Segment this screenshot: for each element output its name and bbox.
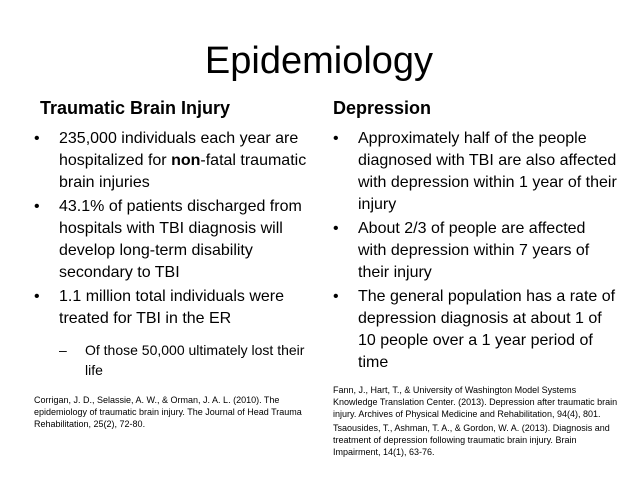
depression-column bbox=[333, 96, 618, 460]
tbi-bullet-hospitalized bbox=[34, 128, 314, 194]
depression-reference-fann: Fann, J., Hart, T., & University of Washington Model Systems Knowledge Translation Center. (2013). Depression after traumatic brain injury. Archives of Physical Medicine and Rehabilitation, 94(4), 801. bbox=[333, 385, 618, 419]
tbi-sub-list bbox=[59, 340, 314, 380]
depression-references bbox=[333, 384, 618, 458]
tbi-references bbox=[34, 394, 314, 430]
tbi-bullet-er bbox=[34, 286, 314, 380]
depression-bullet-half: • Approximately half of the people diagnosed with TBI are also affected with depression within 1 year of their injury bbox=[333, 128, 618, 216]
tbi-bullet-disability: • 43.1% of patients discharged from hospitals with TBI diagnosis will develop long-term disability secondary to TBI bbox=[34, 196, 314, 284]
tbi-bullet-er-text: 1.1 million total individuals were treated for TBI in the ER bbox=[59, 288, 284, 327]
slide-title: Epidemiology bbox=[204, 40, 434, 82]
tbi-column bbox=[34, 96, 314, 432]
tbi-subbullet-deaths: – Of those 50,000 ultimately lost their life bbox=[59, 340, 314, 380]
depression-heading: Depression bbox=[333, 98, 432, 118]
tbi-bullet-hospitalized-text-end: -fatal traumatic brain injuries bbox=[59, 152, 307, 191]
depression-bullet-general-rate: • The general population has a rate of depression diagnosis at about 1 of 10 people over a 1 year period of time bbox=[333, 286, 618, 374]
tbi-bullet-list bbox=[34, 128, 314, 380]
depression-bullet-two-thirds: • About 2/3 of people are affected with depression within 7 years of their injury bbox=[333, 218, 618, 284]
tbi-bullet-hospitalized-emphasis: non bbox=[171, 152, 201, 169]
tbi-reference: Corrigan, J. D., Selassie, A. W., & Orman, J. A. L. (2010). The epidemiology of traumatic brain injury. The Journal of Head Trauma Rehabilitation, 25(2), 72-80. bbox=[34, 395, 302, 429]
depression-reference-tsaousides: Tsaousides, T., Ashman, T. A., & Gordon, W. A. (2013). Diagnosis and treatment of depression following traumatic brain injury. Brain Impairment, 14(1), 63-76. bbox=[333, 423, 610, 457]
depression-bullet-list bbox=[333, 128, 618, 374]
tbi-heading: Traumatic Brain Injury bbox=[40, 98, 231, 118]
tbi-bullet-hospitalized-text-start: 235,000 individuals each year are hospitalized for bbox=[59, 130, 299, 169]
